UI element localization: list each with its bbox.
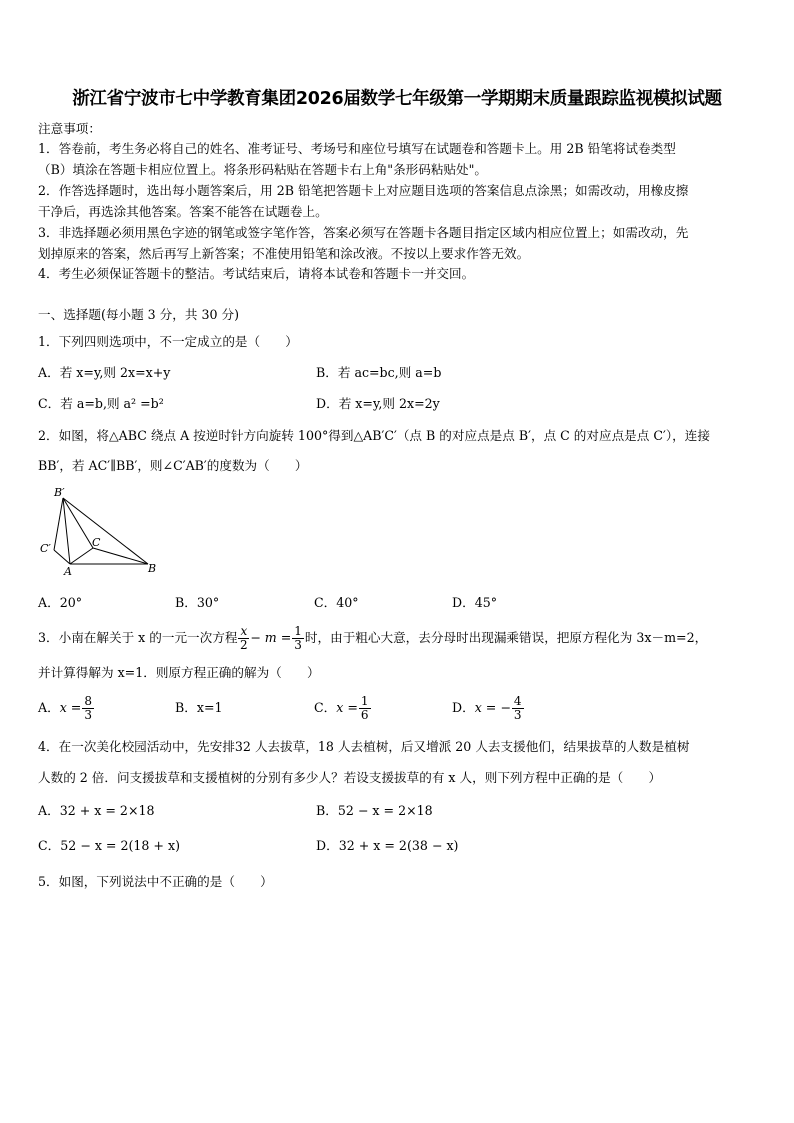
q3-fraction-num: x [240, 624, 248, 638]
section-heading: 一、选择题(每小题 3 分，共 30 分) [38, 307, 240, 322]
q3-fraction-num: 8 [84, 694, 93, 708]
q3-fraction-den: 6 [360, 708, 369, 722]
q3-stem-line2: 并计算得解为 x=1．则原方程正确的解为（ ） [38, 665, 320, 680]
notice-line: 干净后，再选涂其他答案。答案不能答在试题卷上。 [38, 204, 328, 219]
q3-option-a-label: A． [38, 700, 60, 715]
q1-option-b[interactable]: B．若 ac=bc,则 a=b [316, 365, 442, 380]
notice-line: （B）填涂在答题卡相应位置上。将条形码粘贴在答题卡右上角"条形码粘贴处"。 [38, 162, 488, 177]
figure-label-c-prime: C′ [40, 542, 51, 555]
q4-option-c[interactable]: C．52 − x = 2(18 + x) [38, 838, 180, 853]
q3-fraction-x-over-2 [238, 625, 249, 652]
q3-option-c-fraction [359, 695, 371, 722]
figure-label-b: B [148, 562, 157, 575]
q3-option-d[interactable] [452, 694, 525, 722]
q2-rotation-figure [38, 484, 168, 578]
q1-option-c[interactable]: C．若 a=b,则 a² =b² [38, 396, 164, 411]
notice-line: 划掉原来的答案，然后再写上新答案；不准使用铅笔和涂改液。不按以上要求作答无效。 [38, 246, 530, 261]
q3-stem-post: 时，由于粗心大意，去分母时出现漏乘错误，把原方程化为 3x－m=2， [304, 630, 708, 645]
q4-option-a[interactable]: A．32 + x = 2×18 [38, 803, 155, 818]
q3-fraction-num: 4 [513, 694, 522, 708]
q5-stem: 5．如图，下列说法中不正确的是（ ） [38, 874, 273, 889]
q2-option-b[interactable]: B．30° [175, 595, 220, 610]
notice-line: 3．非选择题必须用黑色字迹的钢笔或签字笔作答，答案必须写在答题卡各题目指定区域内相应位置上；如需改动，先 [38, 225, 689, 240]
q2-stem-line2: BB′，若 AC′∥BB′，则∠C′AB′的度数为（ ） [38, 458, 308, 473]
figure-label-a: A [64, 565, 72, 578]
q1-stem: 1．下列四则选项中，不一定成立的是（ ） [38, 334, 298, 349]
q4-stem-line1: 4．在一次美化校园活动中，先安排32 人去拔草，18 人去植树，后又增派 20 人去支援他们，结果拔草的人数是植树 [38, 739, 690, 754]
q1-option-a[interactable]: A．若 x=y,则 2x=x+y [38, 365, 171, 380]
q3-option-c[interactable] [314, 694, 372, 722]
q3-option-a-eq: x = [59, 700, 82, 715]
q3-fraction-1-over-3 [292, 625, 304, 652]
q3-fraction-den: 3 [294, 638, 302, 652]
q3-option-b[interactable]: B．x=1 [175, 700, 223, 715]
q3-option-d-fraction [512, 695, 524, 722]
q4-stem-line2: 人数的 2 倍．问支援拔草和支援植树的分别有多少人？若设支援拔草的有 x 人，则下列方程中正确的是（ ） [38, 770, 662, 785]
q3-fraction-den: 3 [513, 708, 522, 722]
q1-option-d[interactable]: D．若 x=y,则 2x=2y [316, 396, 440, 411]
q2-stem-line1: 2．如图，将△ABC 绕点 A 按逆时针方向旋转 100°得到△AB′C′（点 B 的对应点是点 B′，点 C 的对应点是点 C′），连接 [38, 428, 710, 443]
q2-option-d[interactable]: D．45° [452, 595, 498, 610]
q3-option-a-fraction [82, 695, 94, 722]
figure-label-c: C [92, 536, 101, 549]
q3-option-a[interactable] [38, 694, 95, 722]
q2-option-c[interactable]: C．40° [314, 595, 359, 610]
q3-option-c-label: C． [314, 700, 337, 715]
q4-option-b[interactable]: B．52 − x = 2×18 [316, 803, 433, 818]
exam-title: 浙江省宁波市七中学教育集团2026届数学七年级第一学期期末质量跟踪监视模拟试题 [72, 89, 722, 109]
notice-line: 2．作答选择题时，选出每小题答案后，用 2B 铅笔把答题卡上对应题目选项的答案信息点涂黑；如需改动，用橡皮擦 [38, 183, 689, 198]
q2-option-a[interactable]: A．20° [38, 595, 83, 610]
q3-fraction-num: 1 [294, 624, 302, 638]
q3-option-c-eq: x = [336, 700, 358, 715]
q3-fraction-den: 3 [84, 708, 93, 722]
q3-option-d-label: D． [452, 700, 475, 715]
q3-option-d-eq: x = − [474, 700, 511, 715]
q3-stem-pre: 3．小南在解关于 x 的一元一次方程 [38, 630, 238, 645]
q3-stem-line1 [38, 624, 707, 652]
notice-heading: 注意事项： [38, 121, 101, 136]
notice-line: 1．答卷前，考生务必将自己的姓名、准考证号、考场号和座位号填写在试题卷和答题卡上。用 2B 铅笔将试卷类型 [38, 141, 676, 156]
q4-option-d[interactable]: D．32 + x = 2(38 − x) [316, 838, 459, 853]
notice-line: 4．考生必须保证答题卡的整洁。考试结束后，请将本试卷和答题卡一并交回。 [38, 266, 475, 281]
figure-label-b-prime: B′ [54, 486, 65, 499]
q3-fraction-den: 2 [240, 638, 248, 652]
q3-minus-m: − m = [250, 630, 292, 645]
q3-fraction-num: 1 [360, 694, 369, 708]
